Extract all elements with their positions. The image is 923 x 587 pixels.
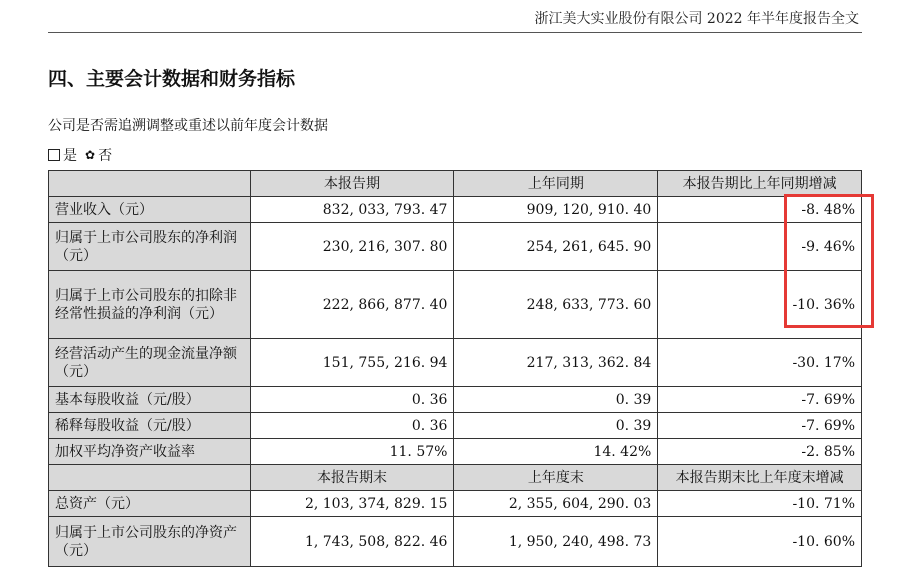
current-value: 1, 743, 508, 822. 46	[250, 517, 454, 567]
prior-value: 248, 633, 773. 60	[454, 271, 658, 339]
checkbox-empty-icon	[48, 149, 60, 161]
change-value: -30. 17%	[658, 339, 862, 387]
table-row	[49, 339, 862, 387]
financial-indicators-table	[48, 170, 862, 567]
header-cell: 本报告期比上年同期增减	[658, 171, 862, 197]
row-label: 经营活动产生的现金流量净额（元）	[49, 339, 251, 387]
option-no-label: 否	[98, 148, 113, 164]
header-cell	[49, 171, 251, 197]
row-label: 营业收入（元）	[49, 197, 251, 223]
change-value: -10. 60%	[658, 517, 862, 567]
header-cell: 本报告期末	[250, 465, 454, 491]
header-cell	[49, 465, 251, 491]
prior-value: 1, 950, 240, 498. 73	[454, 517, 658, 567]
document-header: 浙江美大实业股份有限公司 2022 年半年度报告全文	[534, 11, 859, 27]
table-row	[49, 517, 862, 567]
table-row	[49, 271, 862, 339]
current-value: 230, 216, 307. 80	[250, 223, 454, 271]
section-title: 四、主要会计数据和财务指标	[48, 68, 296, 90]
selected-mark-icon: ✿	[85, 148, 96, 162]
change-value: -10. 36%	[658, 271, 862, 339]
restatement-options	[48, 145, 120, 165]
table-header-row	[49, 465, 862, 491]
table-header-row	[49, 171, 862, 197]
restatement-question: 公司是否需追溯调整或重述以前年度会计数据	[48, 118, 328, 134]
current-value: 0. 36	[250, 413, 454, 439]
option-yes-label: 是	[63, 148, 77, 164]
row-label: 总资产（元）	[49, 491, 251, 517]
current-value: 832, 033, 793. 47	[250, 197, 454, 223]
header-rule	[48, 32, 862, 33]
row-label: 基本每股收益（元/股）	[49, 387, 251, 413]
change-value: -10. 71%	[658, 491, 862, 517]
prior-value: 2, 355, 604, 290. 03	[454, 491, 658, 517]
change-value: -9. 46%	[658, 223, 862, 271]
change-value: -7. 69%	[658, 413, 862, 439]
header-cell: 本报告期末比上年度末增减	[658, 465, 862, 491]
table-row	[49, 197, 862, 223]
header-cell: 本报告期	[250, 171, 454, 197]
prior-value: 0. 39	[454, 413, 658, 439]
row-label: 稀释每股收益（元/股）	[49, 413, 251, 439]
prior-value: 0. 39	[454, 387, 658, 413]
prior-value: 909, 120, 910. 40	[454, 197, 658, 223]
prior-value: 14. 42%	[454, 439, 658, 465]
row-label: 归属于上市公司股东的净利润（元）	[49, 223, 251, 271]
change-value: -7. 69%	[658, 387, 862, 413]
change-value: -8. 48%	[658, 197, 862, 223]
current-value: 222, 866, 877. 40	[250, 271, 454, 339]
current-value: 2, 103, 374, 829. 15	[250, 491, 454, 517]
table-row	[49, 413, 862, 439]
table-row	[49, 387, 862, 413]
header-cell: 上年同期	[454, 171, 658, 197]
header-cell: 上年度末	[454, 465, 658, 491]
change-value: -2. 85%	[658, 439, 862, 465]
highlight-annotation-box	[784, 194, 874, 328]
current-value: 151, 755, 216. 94	[250, 339, 454, 387]
current-value: 11. 57%	[250, 439, 454, 465]
row-label: 加权平均净资产收益率	[49, 439, 251, 465]
prior-value: 217, 313, 362. 84	[454, 339, 658, 387]
row-label: 归属于上市公司股东的净资产（元）	[49, 517, 251, 567]
row-label: 归属于上市公司股东的扣除非经常性损益的净利润（元）	[49, 271, 251, 339]
table-row	[49, 491, 862, 517]
table-row	[49, 439, 862, 465]
table-row	[49, 223, 862, 271]
current-value: 0. 36	[250, 387, 454, 413]
prior-value: 254, 261, 645. 90	[454, 223, 658, 271]
